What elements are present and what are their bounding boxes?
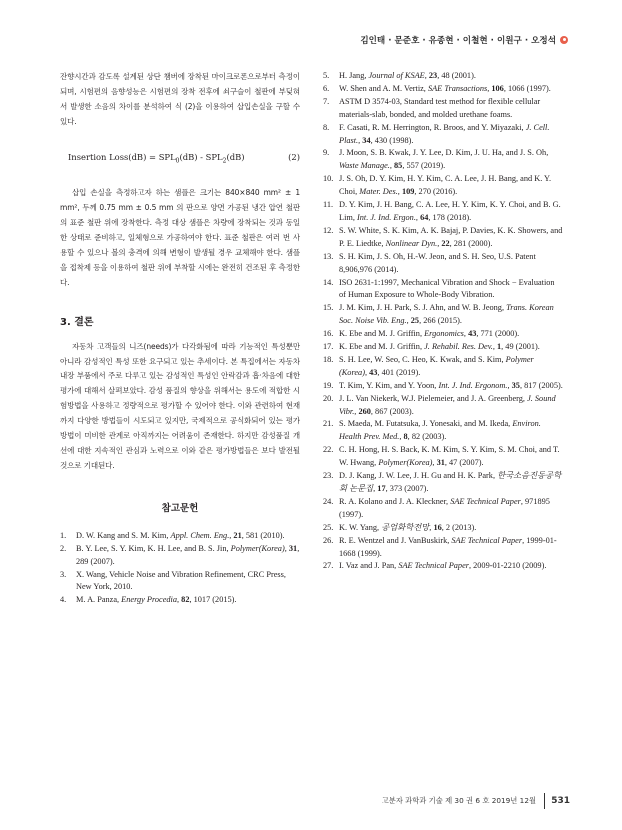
reference-item	[323, 418, 563, 444]
reference-text-part: ,	[284, 543, 289, 553]
reference-text-part: 106	[491, 83, 504, 93]
reference-text-part: , 47 (2007).	[444, 458, 484, 468]
reference-item	[323, 199, 563, 225]
reference-item	[323, 341, 563, 354]
reference-number: 2.	[60, 543, 67, 553]
reference-number: 20.	[323, 393, 334, 403]
reference-text-part: 260	[358, 406, 371, 416]
reference-text-part: 공업화학전망	[381, 522, 430, 532]
reference-item	[323, 560, 563, 573]
reference-item	[323, 535, 563, 561]
reference-item	[323, 70, 563, 83]
reference-text-part: D. Y. Kim, J. H. Bang, C. A. Lee, H. Y. Kim, K. Y. Choi, and B. G. Lim,	[339, 200, 561, 222]
reference-item	[323, 444, 563, 470]
references-title: 참고문헌	[161, 502, 199, 514]
equation-part-end: (dB)	[226, 151, 245, 162]
reference-text-part: T. Kim, Y. Kim, and Y. Yoon,	[339, 380, 439, 390]
section-title-conclusion: 3. 결론	[60, 316, 94, 328]
reference-text-part: 16	[433, 522, 442, 532]
reference-number: 1.	[60, 530, 67, 540]
reference-text-part: , 581 (2010).	[241, 530, 285, 540]
reference-text-part: ISO 2631-1:1997, Mechanical Vibration and Shock − Evaluation of Human Exposure to Whole-Body Vibration.	[339, 277, 555, 300]
running-header-authors	[360, 34, 568, 46]
reference-text-part: Ergonomics	[424, 329, 464, 339]
reference-text-part: 34	[362, 135, 371, 145]
reference-text-part: K. W. Yang,	[339, 522, 382, 532]
reference-number: 5.	[323, 71, 330, 80]
reference-text-part: X. Wang, Vehicle Noise and Vibration Refinement, CRC Press, New York, 2010.	[76, 569, 286, 592]
reference-text-part: ,	[229, 530, 234, 540]
reference-number: 15.	[323, 303, 334, 313]
reference-number: 16.	[323, 329, 334, 339]
reference-number: 27.	[323, 561, 334, 571]
reference-text-part: ,	[354, 406, 359, 416]
page-number: 531	[551, 796, 570, 806]
reference-text-part: 8	[403, 432, 408, 442]
reference-text-part: 43	[468, 329, 477, 339]
reference-text-part: S. H. Kim, J. S. Oh, H.-W. Jeon, and S. H. Seo, U.S. Patent 8,906,976 (2014).	[339, 251, 536, 274]
reference-item	[323, 496, 563, 522]
reference-text-part: ,	[373, 484, 378, 493]
equation-number: (2)	[288, 151, 300, 162]
reference-text-part: Mater. Des.	[359, 187, 398, 197]
reference-text-part: Trans. Korean Soc. Noise Vib. Eng.	[339, 303, 554, 326]
reference-text-part: 43	[369, 367, 378, 377]
reference-text-part: ,	[358, 135, 363, 145]
reference-number: 18.	[323, 354, 334, 364]
reference-text-part: K. Ebe and M. J. Griffin,	[339, 342, 425, 352]
reference-text-part: 23	[428, 71, 438, 80]
reference-number: 7.	[323, 96, 330, 106]
footer-divider	[544, 793, 545, 809]
reference-number: 14.	[323, 277, 334, 287]
reference-text-part: , 373 (2007).	[385, 484, 429, 493]
body-paragraph-2: 삽입 손실을 측정하고자 하는 샘플은 크기는 840×840 mm² ± 1 mm², 두께 0.75 mm ± 0.5 mm 의 판으로 양면 가공된 냉간 압연 철판의 표준 철판 위에 장착한다. 측정 대상 샘플은 차량에 장착되는 것과 동일한 상태로 준비하고, 일체형으로 가공하여야 한다. 표준 철판은 여러 번 사용할 수 있으나 볼의 충격에 의해 변형이 발생될 경우 교체해야 한다. 샘플을 접착제 등을 이용하여 철판 위에 부착할 시에는 완전히 건조된 후 측정한다.	[60, 188, 300, 287]
reference-text-part: 35	[511, 380, 520, 390]
reference-number: 17.	[323, 342, 334, 352]
reference-item	[60, 543, 300, 569]
reference-item	[323, 470, 563, 496]
reference-text-part: , 971895 (1997).	[339, 496, 550, 519]
reference-text-part: R. E. Wentzel and J. VanBuskirk,	[339, 535, 452, 545]
equation-2	[68, 152, 300, 165]
reference-item	[323, 83, 563, 96]
reference-text-part: D. W. Kang and S. M. Kim,	[76, 530, 171, 540]
reference-text-part: , 270 (2016).	[414, 187, 458, 197]
reference-text-part: B. Y. Lee, S. Y. Kim, K. H. Lee, and B. S. Jin,	[76, 543, 231, 553]
reference-item	[323, 522, 563, 535]
reference-text-part: R. A. Kolano and J. A. Kleckner,	[339, 496, 451, 506]
reference-number: 19.	[323, 380, 334, 390]
equation-sub-0: 0	[175, 157, 180, 165]
reference-item	[323, 380, 563, 393]
reference-text-part: , 82 (2003).	[407, 432, 447, 442]
header-circle-icon	[560, 36, 568, 44]
reference-number: 23.	[323, 471, 334, 481]
reference-item	[323, 354, 563, 380]
reference-text-part: ,	[424, 71, 429, 80]
reference-text-part: , 817 (2005).	[519, 380, 563, 390]
reference-text-part: Appl. Chem. Eng.	[170, 530, 230, 540]
reference-number: 21.	[323, 419, 334, 429]
reference-text-part: J. M. Kim, J. H. Park, S. J. Ahn, and W. B. Jeong,	[339, 303, 507, 313]
equation-expression	[68, 152, 245, 165]
reference-text-part: J. Sound Vibr.	[339, 393, 556, 416]
reference-text-part: 64	[420, 212, 429, 222]
reference-text-part: ,	[177, 595, 182, 605]
reference-text-part: ,	[492, 342, 497, 352]
reference-text-part: , 48 (2001).	[437, 71, 476, 80]
reference-text-part: SAE Technical Paper	[450, 496, 521, 506]
reference-text-part: 17	[377, 484, 386, 493]
reference-list-left	[60, 530, 300, 607]
reference-item	[323, 328, 563, 341]
reference-text-part: SAE Technical Paper	[451, 535, 523, 545]
reference-text-part: Polymer(Korea)	[378, 458, 433, 468]
reference-text-part: ,	[364, 367, 370, 377]
body-paragraph-3: 자동차 고객들의 니즈(needs)가 다각화됨에 따라 기능적인 특성뿐만 아니라 감성적인 특성 또한 요구되고 있는 추세이다. 본 특집에서는 자동차 내장 부품에서 주로 다루고 있는 감성적인 특성인 안락감과 흡·차음에 대한 평가에 대해서 살펴보았다. 감성 품질의 향상을 위해서는 용도에 적합한 시험방법을 사용하고 정량적으로 평가할 수 있어야 한다. 이와 관련하여 현재까지 다양한 방법들이 시도되고 있지만, 국제적으로 공식화되어 있는 평가방법이 미비한 관계로 아직까지는 어려움이 존재한다. 하지만 감성품질 개선에 대한 지속적인 관심과 노력으로 이와 같은 평가방법들은 보다 발전될 것으로 기대된다.	[60, 341, 300, 470]
reference-text-part: Int. J. Ind. Ergonom.	[438, 380, 508, 390]
equation-sub-2: 2	[222, 157, 227, 165]
reference-text-part: , 2 (2013).	[441, 522, 477, 532]
reference-number: 9.	[323, 148, 330, 158]
reference-text-part: SAE Technical Paper	[398, 561, 469, 571]
reference-text-part: S. H. Lee, W. Seo, C. Heo, K. Kwak, and S. Kim,	[339, 354, 506, 364]
body-paragraph-1: 잔향시간과 감도록 설계된 상단 챔버에 장착된 마이크로폰으로부터 측정이 되며, 시험편의 음향성능은 시험편의 장착 전후에 쇠구슬이 철판에 부딪혀서 발생한 소음의 차이를 분석하여 식 (2)을 이용하여 삽입손실을 구할 수 있다.	[60, 72, 300, 126]
header-authors-text: 김인태 · 문준호 · 유종현 · 이철현 · 이원구 · 오정석	[360, 36, 556, 46]
reference-text-part: ,	[415, 212, 421, 222]
reference-text-part: 85	[394, 161, 403, 171]
reference-text-part: 22	[441, 238, 450, 248]
reference-text-part: M. A. Panza,	[76, 595, 122, 605]
reference-text-part: , 1017 (2015).	[189, 595, 237, 605]
reference-number: 3.	[60, 569, 67, 579]
reference-text-part: 82	[181, 595, 190, 605]
reference-number: 4.	[60, 595, 67, 605]
reference-item	[323, 173, 563, 199]
reference-text-part: Polymer (Korea)	[339, 354, 534, 377]
reference-text-part: , 867 (2003).	[370, 406, 414, 416]
reference-text-part: ,	[437, 238, 442, 248]
reference-text-part: , 771 (2000).	[476, 329, 520, 339]
reference-number: 26.	[323, 535, 334, 545]
equation-part-mid: (dB) - SPL	[179, 151, 223, 162]
reference-item	[323, 251, 563, 277]
reference-number: 8.	[323, 122, 330, 132]
reference-text-part: 31	[288, 543, 298, 553]
reference-text-part: ,	[487, 83, 492, 93]
reference-text-part: S. W. White, S. K. Kim, A. K. Bajaj, P. Davies, K. K. Showers, and P. E. Liedtke,	[339, 225, 563, 248]
reference-item	[323, 122, 563, 148]
reference-text-part: ,	[406, 316, 411, 326]
reference-item	[323, 277, 563, 303]
reference-text-part: H. Jang,	[339, 71, 369, 80]
reference-number: 10.	[323, 174, 334, 184]
reference-text-part: I. Vaz and J. Pan,	[339, 561, 399, 571]
reference-text-part: 109	[401, 187, 415, 197]
reference-text-part: Nonlinear Dyn.	[385, 238, 438, 248]
reference-item	[323, 225, 563, 251]
reference-text-part: 21	[233, 530, 242, 540]
reference-item	[60, 594, 300, 607]
reference-number: 25.	[323, 522, 334, 532]
reference-text-part: ,	[399, 432, 404, 442]
reference-text-part: SAE Transactions	[427, 83, 488, 93]
reference-text-part: 1	[497, 342, 502, 352]
reference-text-part: C. H. Hong, H. S. Back, K. M. Kim, S. Y. Kim, S. M. Choi, and T. W. Hwang,	[339, 445, 560, 468]
reference-text-part: , 266 (2015).	[419, 316, 462, 326]
reference-text-part: ,	[463, 329, 469, 339]
reference-number: 13.	[323, 251, 334, 261]
reference-item	[60, 530, 300, 543]
reference-item	[323, 96, 563, 122]
reference-text-part: ,	[429, 522, 434, 532]
reference-text-part: , 557 (2019).	[402, 161, 446, 171]
reference-text-part: J. S. Oh, D. Y. Kim, H. Y. Kim, C. A. Lee, J. H. Bang, and K. Y. Choi,	[339, 174, 552, 197]
reference-item	[60, 569, 300, 595]
footer-journal-info: 고분자 과학과 기술 제 30 권 6 호 2019년 12월	[381, 796, 537, 805]
reference-text-part: ,	[397, 187, 402, 197]
reference-number: 6.	[323, 83, 330, 93]
reference-text-part: ,	[389, 161, 395, 171]
equation-part-lhs: Insertion Loss(dB) = SPL	[68, 151, 176, 162]
reference-text-part: Polymer(Korea)	[230, 543, 285, 553]
reference-text-part: , 49 (2001).	[501, 342, 540, 352]
reference-text-part: J. L. Van Niekerk, W.J. Pielemeier, and J. A. Greenberg,	[339, 393, 528, 403]
reference-text-part: , 401 (2019).	[377, 367, 421, 377]
reference-text-part: Journal of KSAE	[368, 71, 425, 80]
reference-text-part: W. Shen and A. M. Vertiz,	[339, 83, 428, 93]
reference-text-part: D. J. Kang, J. W. Lee, J. H. Gu and H. K. Park,	[339, 471, 498, 481]
reference-text-part: Int. J. Ind. Ergon.	[356, 212, 416, 222]
reference-text-part: J. Cell. Plast.	[339, 122, 550, 145]
reference-text-part: S. Maeda, M. Futatsuka, J. Yonesaki, and M. Ikeda,	[339, 419, 513, 429]
reference-text-part: , 1066 (1997).	[503, 83, 551, 93]
reference-number: 24.	[323, 496, 334, 506]
reference-number: 22.	[323, 445, 334, 455]
reference-text-part: , 2009-01-2210 (2009).	[468, 561, 547, 571]
reference-item	[323, 147, 563, 173]
reference-text-part: 한국소음진동공학회 논문집	[339, 471, 562, 493]
reference-text-part: ASTM D 3574-03, Standard test method for flexible cellular materials-slab, bonded, and molded urethane foams.	[339, 96, 541, 119]
reference-text-part: Environ. Health Prev. Med.	[339, 419, 541, 442]
reference-number: 11.	[323, 200, 334, 210]
reference-text-part: ,	[507, 380, 512, 390]
reference-number: 12.	[323, 225, 334, 235]
reference-item	[323, 302, 563, 328]
reference-text-part: , 281 (2000).	[449, 238, 493, 248]
reference-text-part: , 289 (2007).	[76, 543, 300, 566]
reference-text-part: ,	[432, 458, 437, 468]
reference-text-part: F. Casati, R. M. Herrington, R. Broos, and Y. Miyazaki,	[339, 122, 526, 132]
reference-text-part: , 430 (1998).	[370, 135, 414, 145]
reference-text-part: K. Ebe and M. J. Griffin,	[339, 329, 425, 339]
reference-text-part: 31	[436, 458, 445, 468]
reference-text-part: Energy Procedia	[121, 595, 178, 605]
reference-text-part: Waste Manage.	[339, 161, 390, 171]
page-footer	[382, 793, 570, 809]
reference-text-part: 25	[410, 316, 420, 326]
reference-text-part: , 1999-01-1668 (1999).	[339, 535, 557, 558]
reference-text-part: , 178 (2018).	[428, 212, 472, 222]
reference-text-part: J. Moon, S. B. Kwak, J. Y. Lee, D. Kim, J. U. Ha, and J. S. Oh,	[339, 148, 549, 158]
right-column	[323, 70, 563, 573]
left-column	[60, 70, 300, 607]
reference-list-right	[323, 70, 563, 573]
reference-text-part: J. Rehabil. Res. Dev.	[424, 342, 493, 352]
reference-item	[323, 393, 563, 419]
